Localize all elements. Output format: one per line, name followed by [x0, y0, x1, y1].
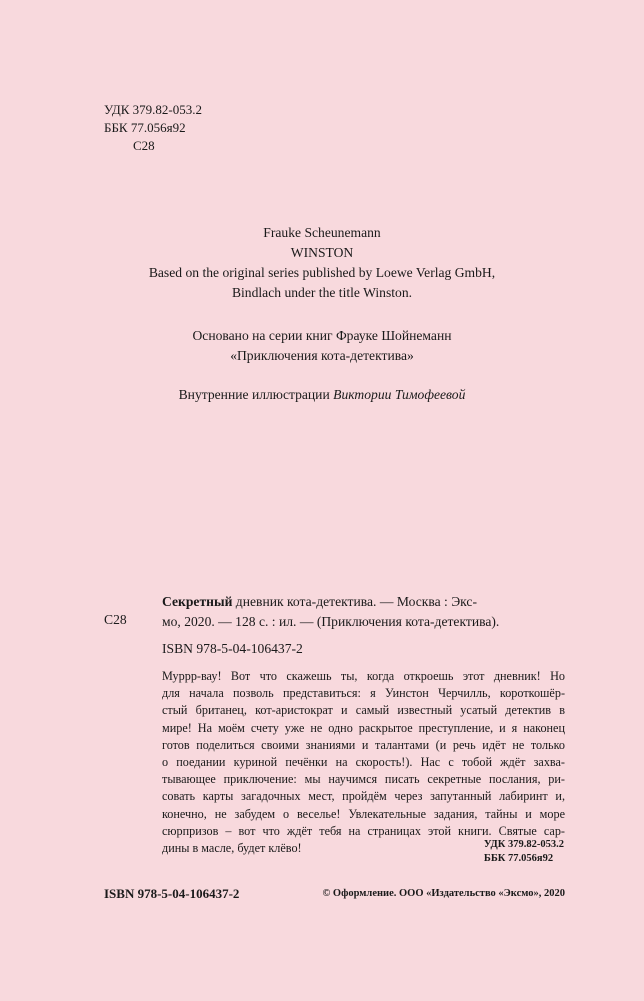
entry-isbn: ISBN 978-5-04-106437-2: [162, 641, 303, 656]
annotation-line: Муррр-вау! Вот что скажешь ты, когда откроешь этот дневник! Но: [162, 669, 565, 683]
bbk-code: ББК 77.056я92: [104, 120, 186, 135]
ru-series-line-1: Основано на серии книг Фрауке Шойнеманн: [192, 328, 452, 343]
entry-title-bold: Секретный: [162, 594, 233, 609]
annotation-line: сюрпризов – вот что ждёт тебя на страницах этой книги. Святые сар-: [162, 823, 565, 838]
annotation-line: о поедании куриной печёнки на скорость!). Нас с тобой ждёт захва-: [162, 754, 565, 769]
illustrator-name: Виктории Тимофеевой: [333, 387, 466, 402]
annotation-line: дины в масле, будет клёво!: [162, 840, 302, 855]
annotation-line: стый британец, кот-аристократ и самый известный усатый детектив в: [162, 703, 565, 718]
bottom-udk: УДК 379.82-053.2: [483, 839, 564, 850]
bottom-classification: [484, 838, 564, 866]
annotation-line: конечно, не забудем о веселье! Увлекательные задания, тайны и море: [162, 806, 565, 821]
ru-series-line-2: «Приключения кота-детектива»: [230, 348, 414, 363]
series-note-line-2: Bindlach under the title Winston.: [231, 285, 413, 300]
entry-line-2: мо, 2020. — 128 с. : ил. — (Приключения кота-детектива).: [162, 614, 500, 629]
bibliographic-entry: [162, 592, 499, 632]
original-author: Frauke Scheunemann: [263, 225, 381, 240]
entry-line-1: [162, 592, 499, 612]
annotation-text: [162, 668, 565, 857]
entry-author-mark: С28: [104, 612, 127, 627]
copyright-notice: © Оформление. ООО «Издательство «Эксмо», 2020: [322, 888, 565, 899]
series-note-line-1: Based on the original series published by Loewe Verlag GmbH,: [148, 265, 496, 280]
classification-block: [104, 101, 202, 155]
entry-line-1-rest: дневник кота-детектива. — Москва : Экс-: [232, 594, 477, 609]
udk-code: УДК 379.82-053.2: [104, 102, 203, 117]
annotation-line: для начала позволь представиться: я Уинстон Черчилль, короткошёр-: [162, 686, 565, 701]
author-mark: С28: [133, 138, 155, 153]
illustrations-credit: [0, 385, 644, 405]
bottom-bbk: ББК 77.056я92: [483, 853, 554, 864]
illustrations-label: Внутренние иллюстрации: [178, 387, 330, 402]
annotation-line: готов поделиться своими знаниями и талантами (и речь идёт не только: [162, 737, 565, 752]
bottom-isbn: ISBN 978-5-04-106437-2: [104, 886, 240, 901]
credits-block: [0, 223, 644, 405]
annotation-line: тывающее приключение: мы научимся писать секретные послания, ри-: [162, 772, 565, 787]
annotation-line: мире! На моём счету уже не одно раскрытое преступление, и я наконец: [162, 720, 565, 735]
original-title: WINSTON: [290, 245, 354, 260]
annotation-line: совать карты загадочных мест, пройдём через запутанный лабиринт и,: [162, 789, 565, 804]
